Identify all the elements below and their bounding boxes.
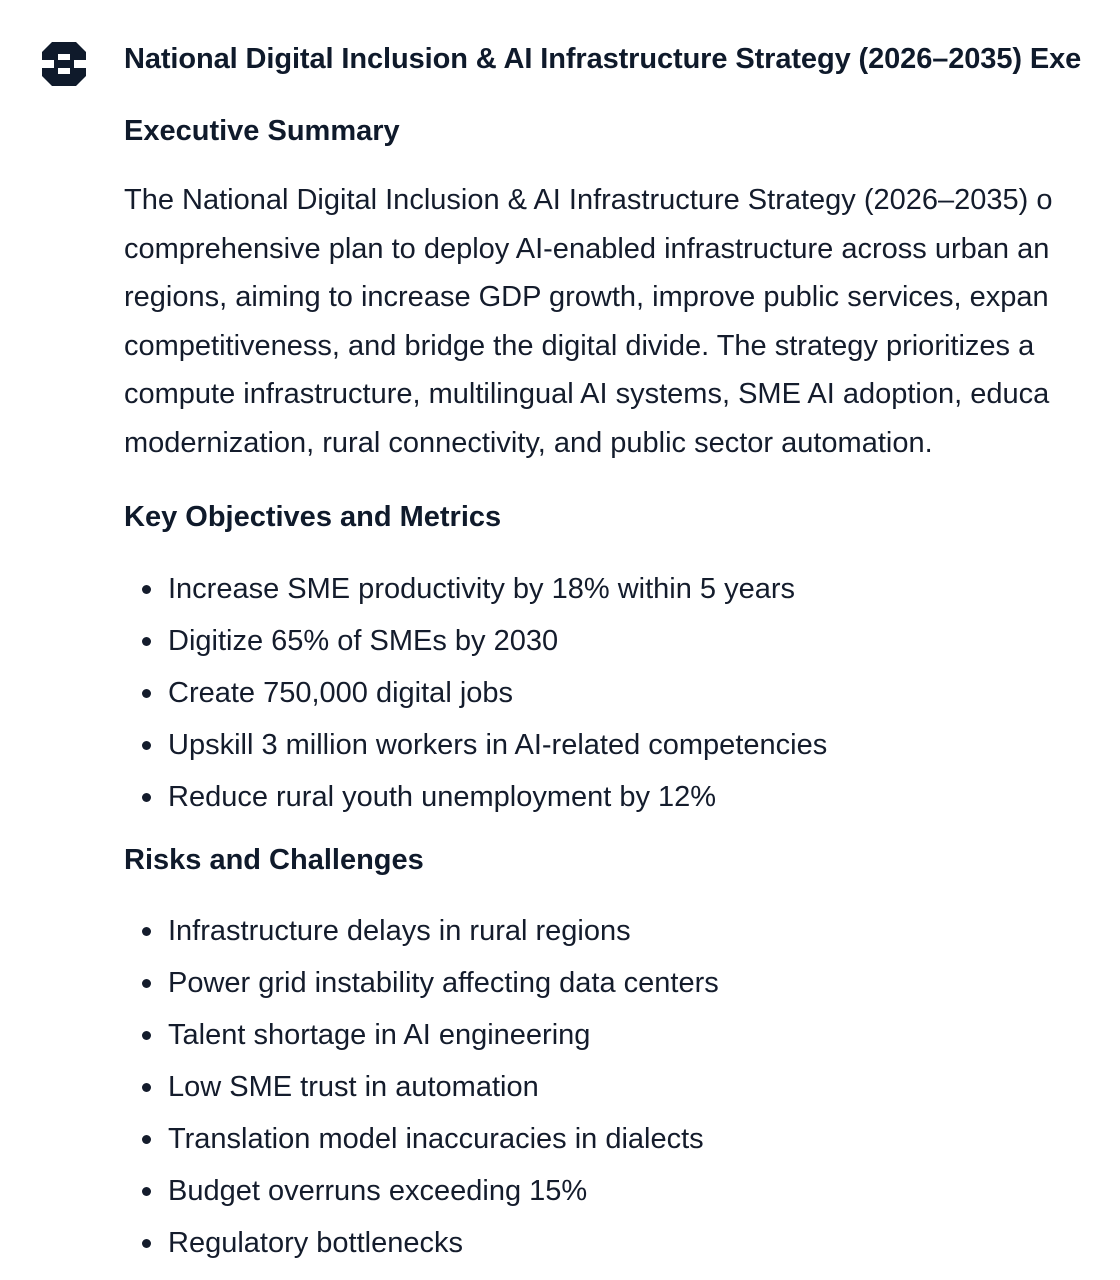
bullet-icon [142,1239,151,1248]
summary-line: regions, aiming to increase GDP growth, improve public services, expan [124,281,1049,314]
list-item-text: Regulatory bottlenecks [168,1227,463,1259]
bullet-icon [142,637,151,646]
list-item [124,1016,719,1054]
list-item [124,570,827,608]
risks-heading: Risks and Challenges [124,844,424,876]
list-item [124,964,719,1002]
bullet-icon [142,793,151,802]
risks-list [124,912,719,1262]
summary-line: compute infrastructure, multilingual AI systems, SME AI adoption, educa [124,378,1050,411]
bullet-icon [142,927,151,936]
bullet-icon [142,1083,151,1092]
executive-summary-paragraph [124,176,1053,468]
list-item [124,1120,719,1158]
list-item [124,912,719,950]
bullet-icon [142,979,151,988]
list-item-text: Talent shortage in AI engineering [168,1019,591,1051]
objectives-list [124,570,827,816]
list-item [124,1172,719,1210]
list-item [124,622,827,660]
list-item-text: Infrastructure delays in rural regions [168,915,631,947]
bullet-icon [142,585,151,594]
bullet-icon [142,741,151,750]
summary-line: The National Digital Inclusion & AI Infrastructure Strategy (2026–2035) o [124,184,1053,216]
list-item-text: Translation model inaccuracies in dialects [168,1123,704,1155]
list-item-text: Upskill 3 million workers in AI-related competencies [168,729,828,761]
bullet-icon [142,1031,151,1040]
list-item [124,1068,719,1106]
summary-line: modernization, rural connectivity, and public sector automation. [124,426,933,459]
list-item-text: Low SME trust in automation [168,1071,539,1103]
list-item [124,778,827,816]
list-item [124,1224,719,1262]
list-item-text: Power grid instability affecting data centers [168,967,719,999]
bullet-icon [142,689,151,698]
bullet-icon [142,1187,151,1196]
summary-line: comprehensive plan to deploy AI-enabled infrastructure across urban an [124,232,1050,265]
list-item-text: Budget overruns exceeding 15% [168,1175,588,1207]
executive-summary-heading: Executive Summary [124,115,400,147]
list-item-text: Reduce rural youth unemployment by 12% [168,781,717,813]
assistant-logo-icon [40,40,88,88]
summary-line: competitiveness, and bridge the digital divide. The strategy prioritizes a [124,329,1035,362]
document-title: National Digital Inclusion & AI Infrastructure Strategy (2026–2035) Exe [124,43,1082,75]
list-item [124,674,827,712]
list-item [124,726,827,764]
list-item-text: Increase SME productivity by 18% within 5 years [168,573,795,605]
list-item-text: Digitize 65% of SMEs by 2030 [168,625,559,657]
list-item-text: Create 750,000 digital jobs [168,677,514,709]
bullet-icon [142,1135,151,1144]
objectives-heading: Key Objectives and Metrics [124,501,502,533]
